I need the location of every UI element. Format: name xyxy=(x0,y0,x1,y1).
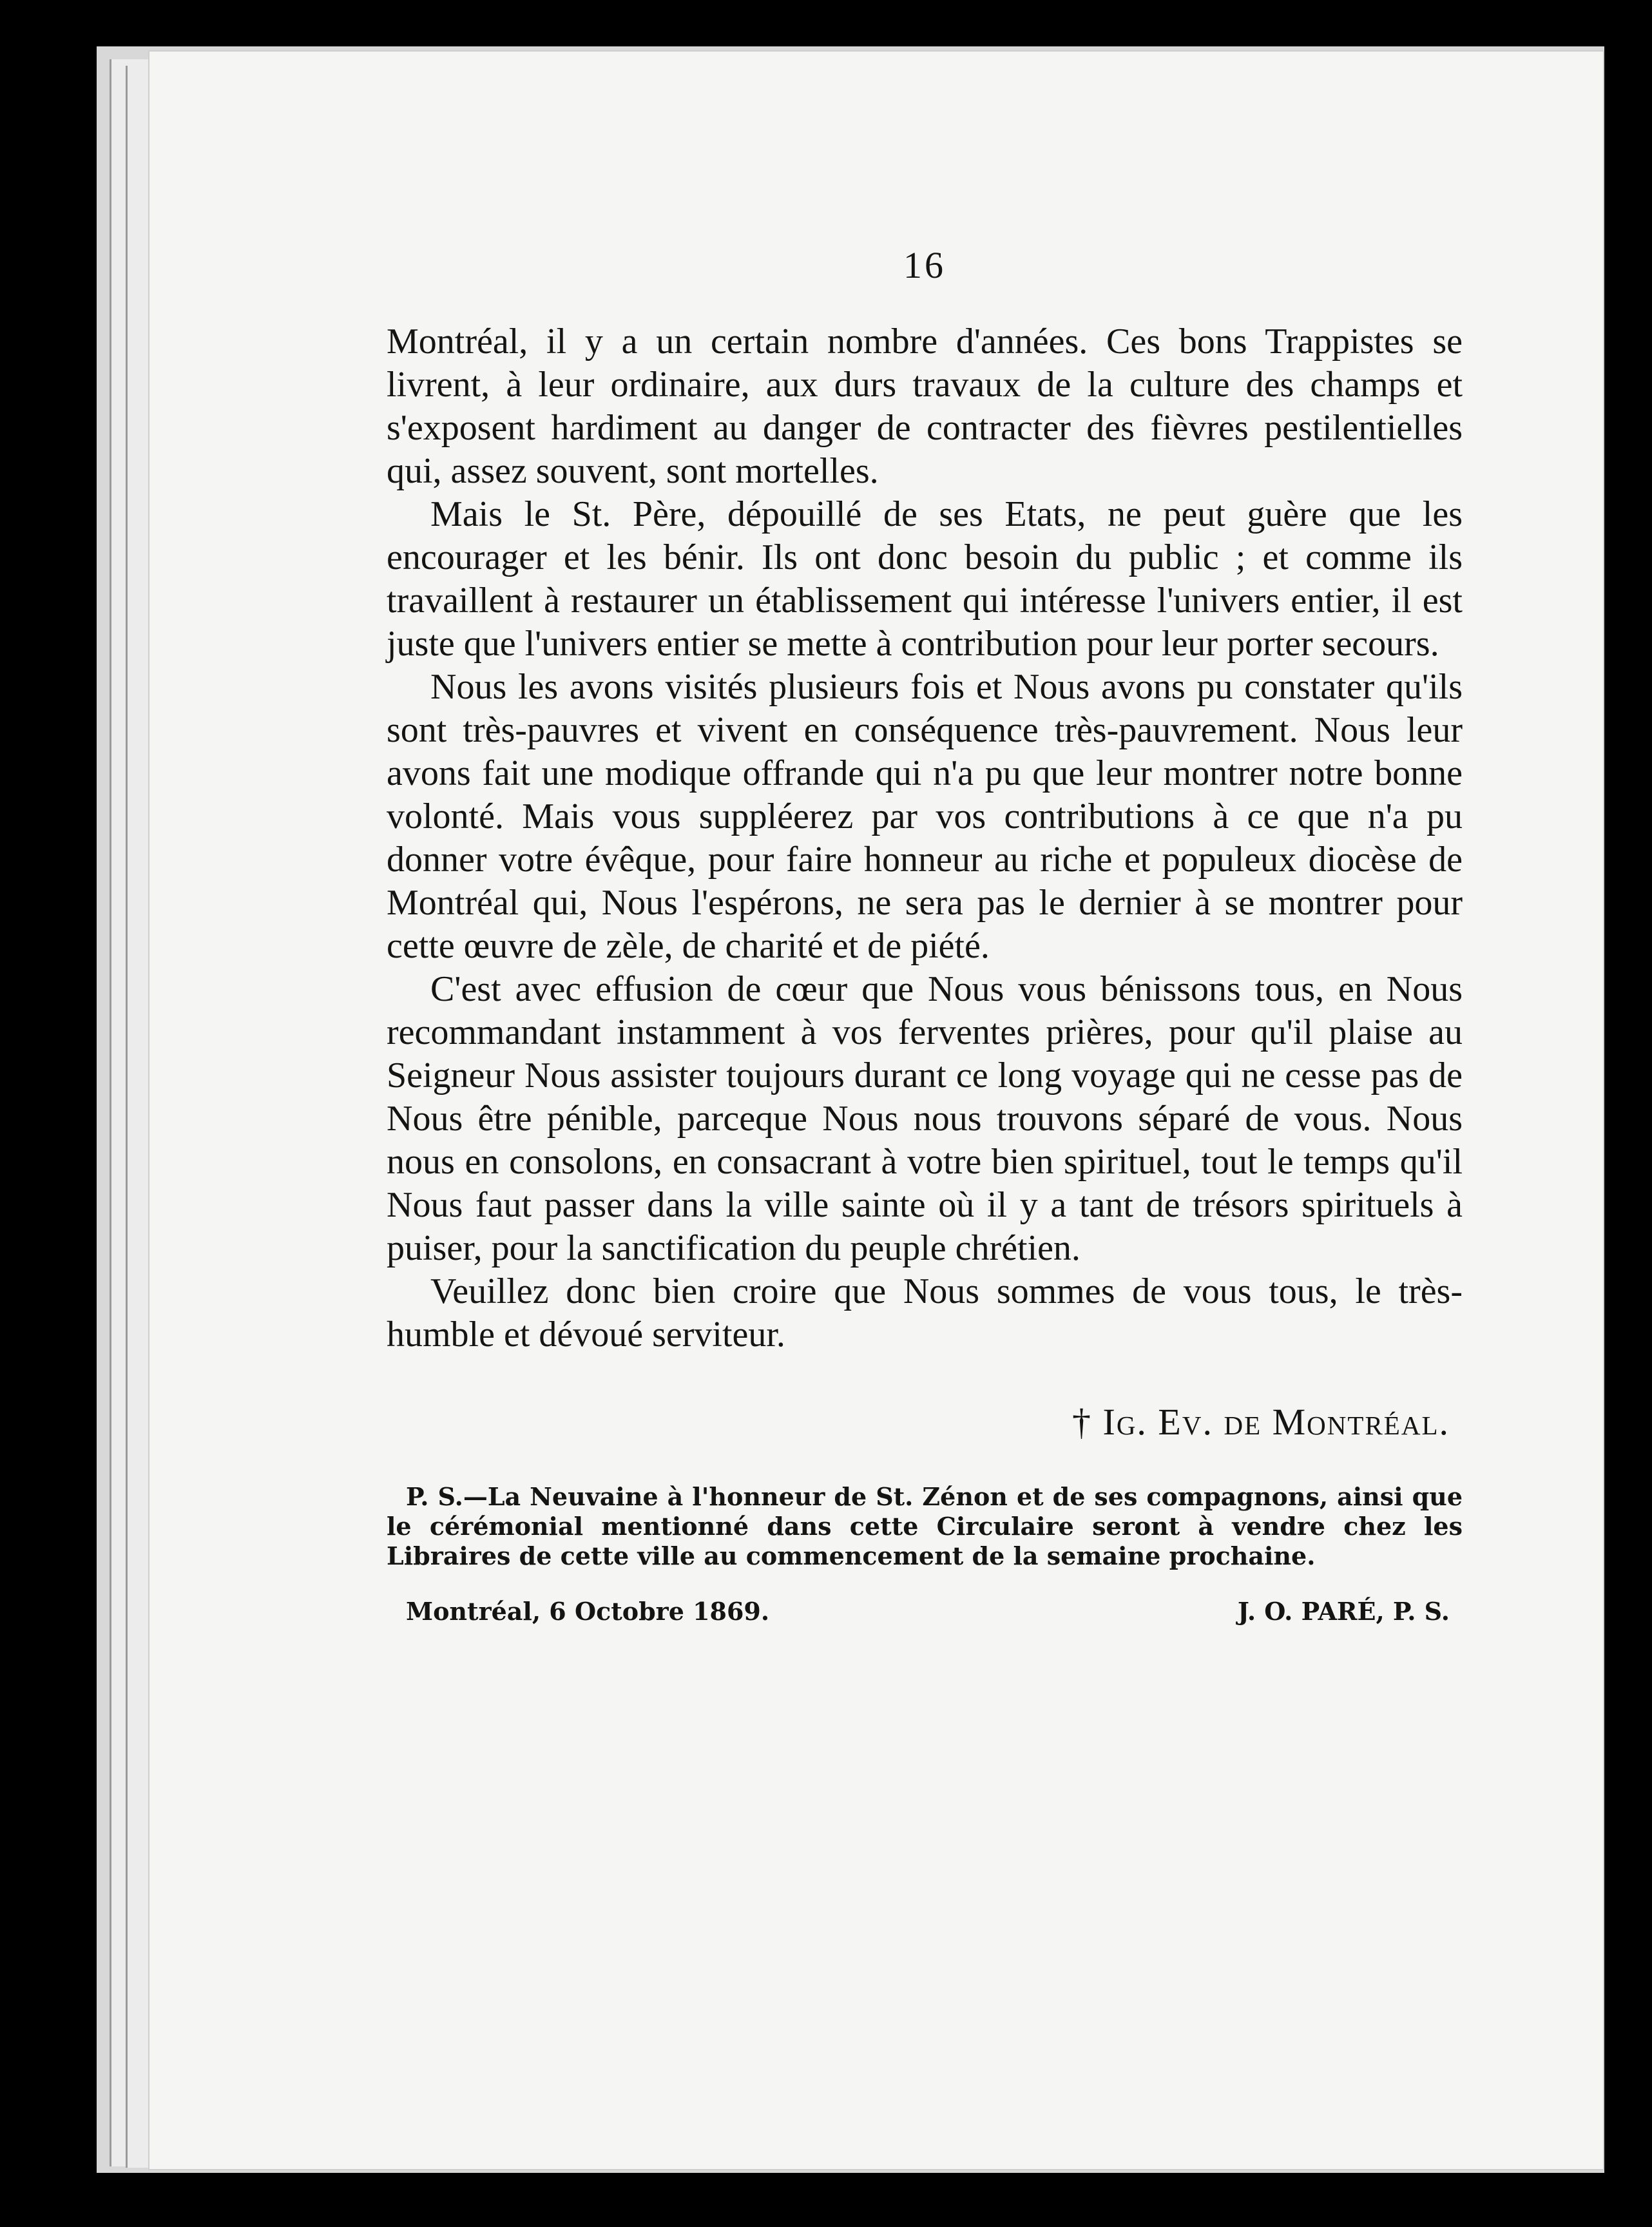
paragraph: Veuillez donc bien croire que Nous sommes de vous tous, le très-humble et dévoué serviteur. xyxy=(387,1271,1463,1355)
place-date: Montréal, 6 Octobre 1869. xyxy=(406,1597,770,1626)
paragraph: Nous les avons visités plusieurs fois et Nous avons pu constater qu'ils sont très-pauvres et vivent en conséquence très-pauvrement. Nous leur avons fait une modique offrande qui n'a pu que leur montrer notre bonne volonté. Mais vous suppléerez par vos contributions à ce que n'a pu donner votre évêque, pour faire honneur au riche et populeux diocèse de Montréal qui, Nous l'espérons, ne sera pas le dernier à se montrer pour cette œuvre de zèle, de charité et de piété. xyxy=(387,667,1463,966)
document-page xyxy=(148,50,1604,2170)
page-number: 16 xyxy=(903,244,946,286)
signature: † Ig. Ev. de Montréal. xyxy=(1072,1401,1450,1443)
secretary-signature: J. O. PARÉ, P. S. xyxy=(1237,1597,1450,1626)
page-content xyxy=(387,244,1463,1626)
postscript: P. S.—La Neuvaine à l'honneur de St. Zénon et de ses compagnons, ainsi que le cérémonial mentionné dans cette Circulaire seront à vendre chez les Libraires de cette ville au commencement de la semaine prochaine. xyxy=(387,1482,1463,1570)
footer xyxy=(387,1597,1463,1626)
paragraph: Mais le St. Père, dépouillé de ses Etats, ne peut guère que les encourager et les bénir. Ils ont donc besoin du public ; et comme ils travaillent à restaurer un établissement qui intéresse l'univers entier, il est juste que l'univers entier se mette à contribution pour leur porter secours. xyxy=(387,494,1463,664)
paragraph: Montréal, il y a un certain nombre d'années. Ces bons Trappistes se livrent, à leur ordinaire, aux durs travaux de la culture des champs et s'exposent hardiment au danger de contracter des fièvres pestilentielles qui, assez souvent, sont mortelles. xyxy=(387,322,1463,491)
paragraph: C'est avec effusion de cœur que Nous vous bénissons tous, en Nous recommandant instamment à vos ferventes prières, pour qu'il plaise au Seigneur Nous assister toujours durant ce long voyage qui ne cesse pas de Nous être pénible, parceque Nous nous trouvons séparé de vous. Nous nous en consolons, en consacrant à votre bien spirituel, tout le temps qu'il Nous faut passer dans la ville sainte où il y a tant de trésors spirituels à puiser, pour la sanctification du peuple chrétien. xyxy=(387,969,1463,1268)
